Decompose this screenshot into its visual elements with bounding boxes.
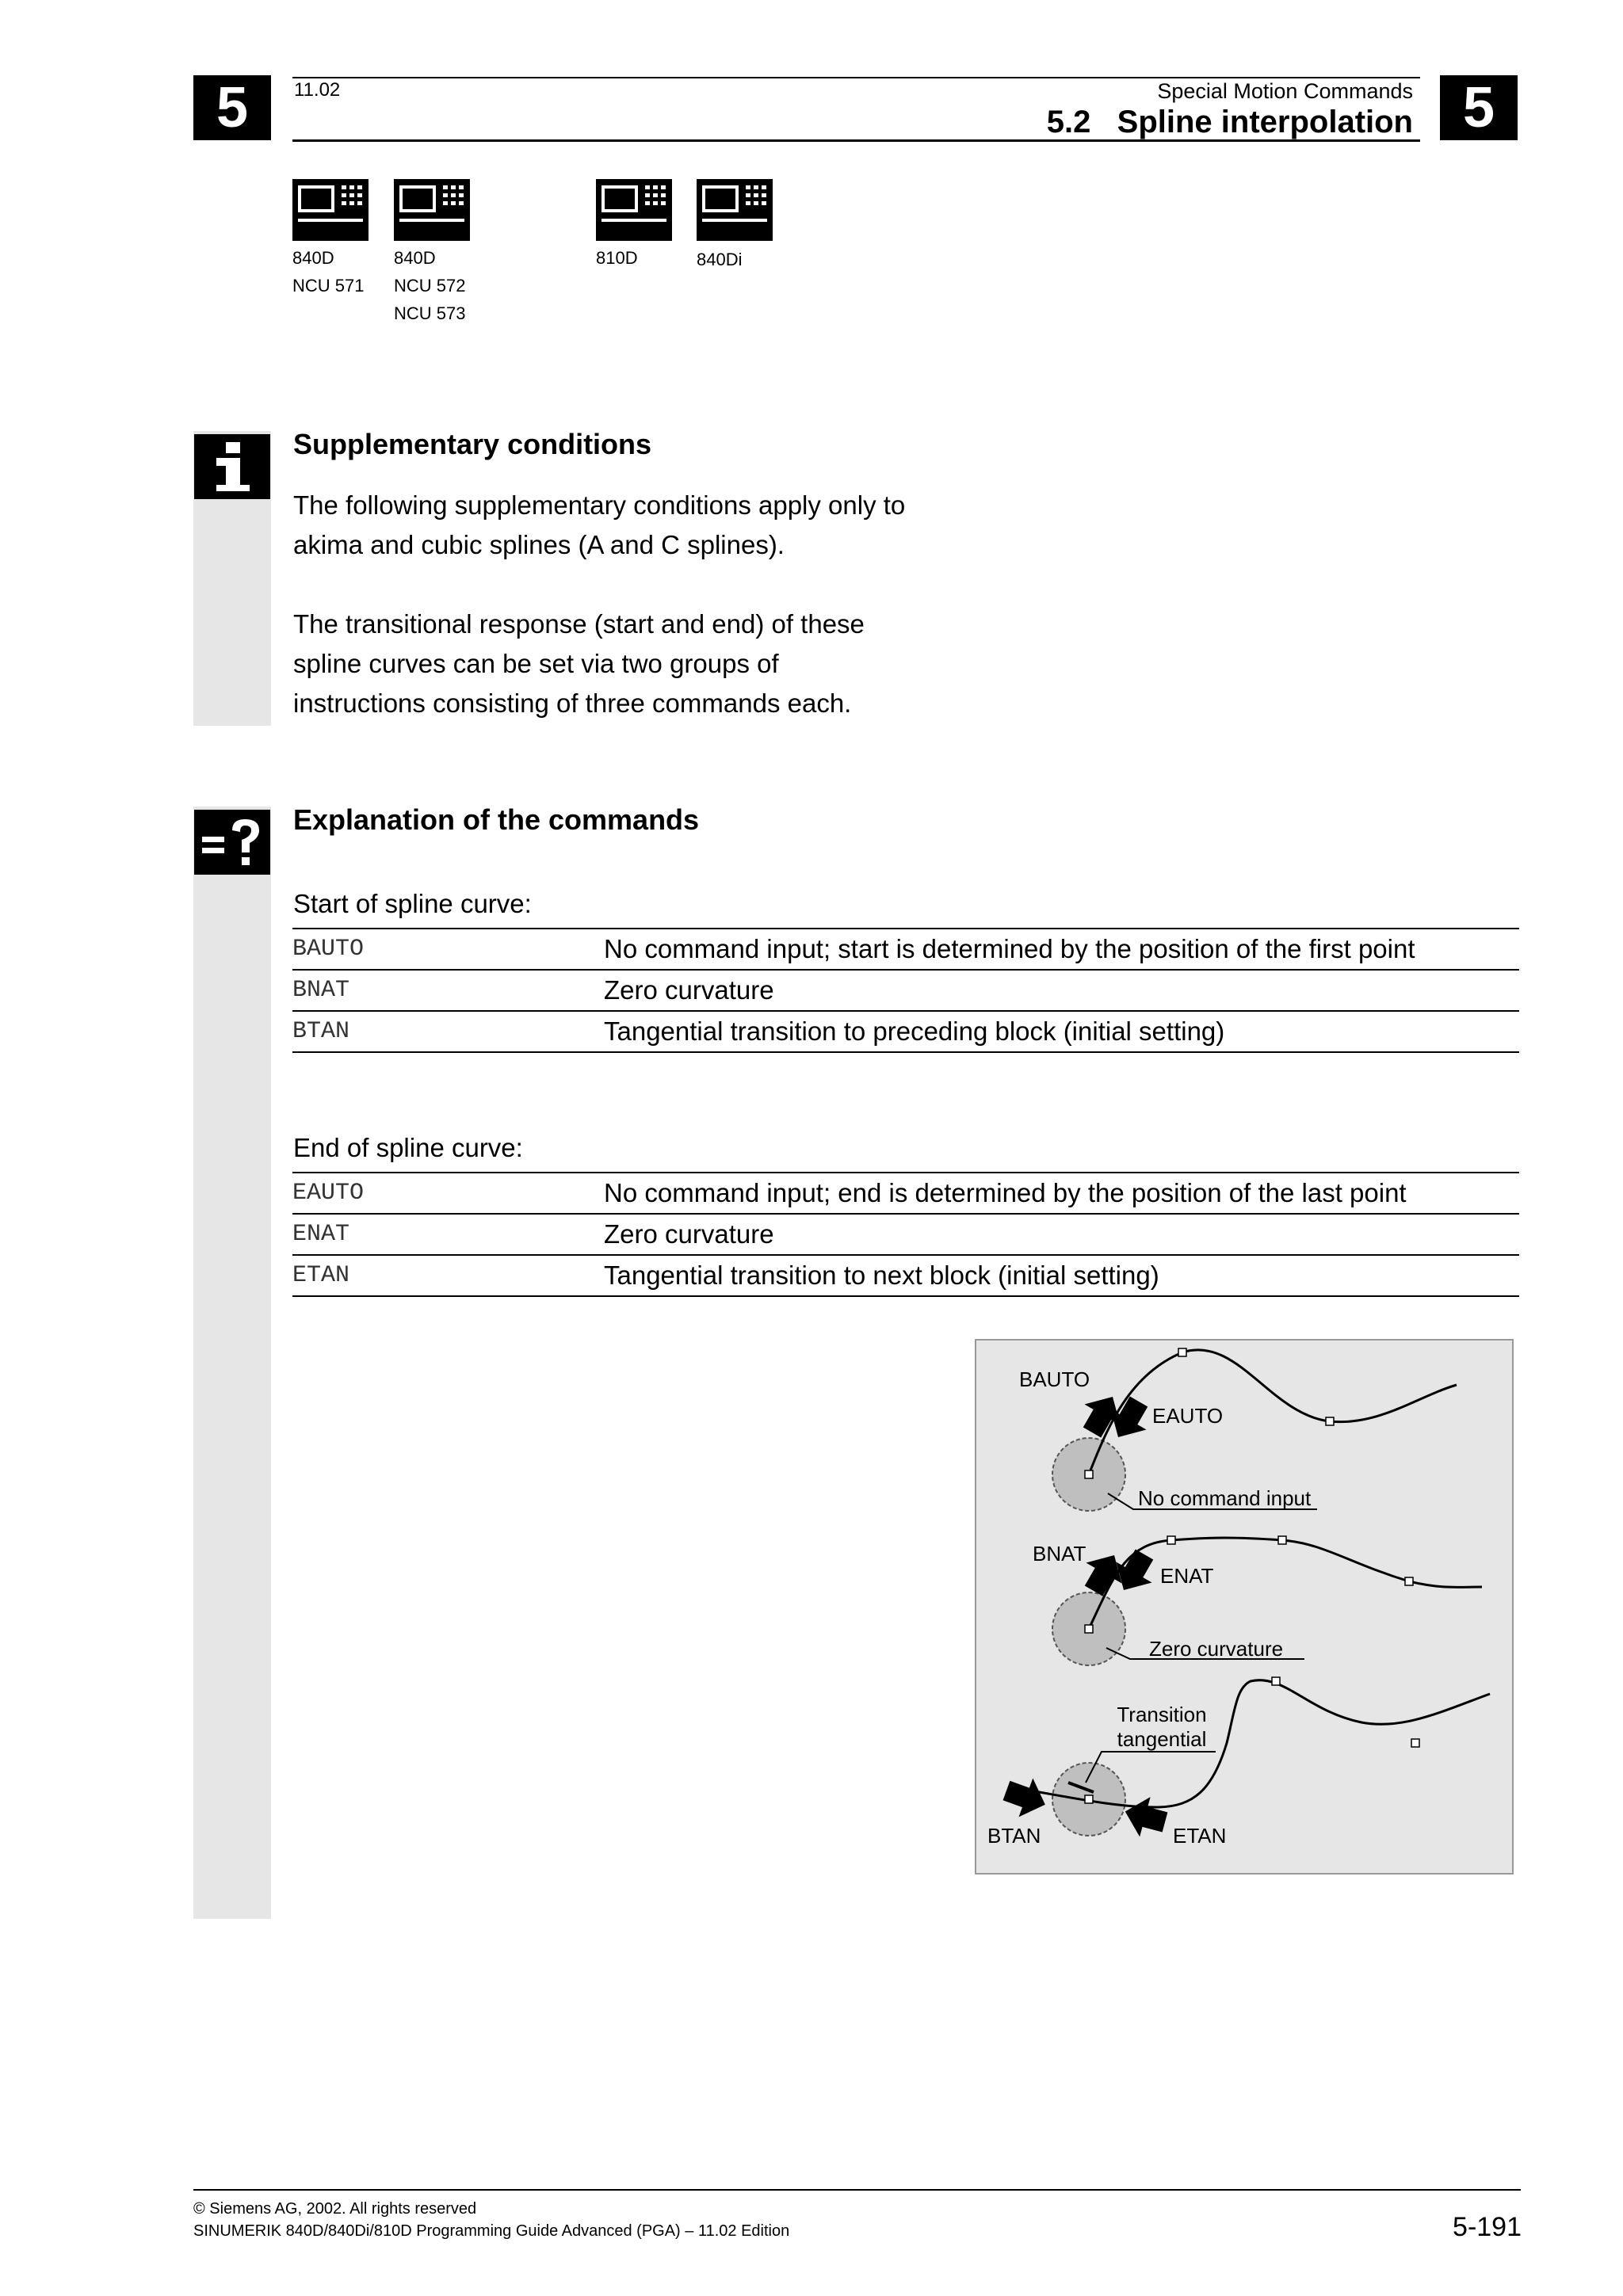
control-label-840di (697, 246, 742, 273)
end-commands-table (292, 1172, 1519, 1297)
command-code: ETAN (292, 1255, 604, 1296)
text-line: The transitional response (start and end) of these (293, 609, 865, 639)
point-marker (1326, 1417, 1334, 1425)
supplementary-heading: Supplementary conditions (293, 428, 652, 460)
info-icon (194, 434, 270, 499)
section-title: 5.2 Spline interpolation (1046, 105, 1413, 139)
command-code: BTAN (292, 1011, 604, 1052)
control-panel-icon-840di (697, 179, 773, 241)
start-commands-table (292, 928, 1519, 1053)
table-row (292, 1255, 1519, 1296)
point-marker (1272, 1677, 1280, 1685)
control-label-840d-572 (394, 244, 465, 327)
control-ncu: NCU 571 (292, 276, 365, 296)
control-ncu: NCU 572 (394, 276, 466, 296)
label-bnat: BNAT (1033, 1542, 1086, 1566)
command-description: Tangential transition to preceding block (initial setting) (604, 1011, 1519, 1052)
explanation-heading: Explanation of the commands (293, 803, 700, 836)
command-description: No command input; start is determined by the position of the first point (604, 929, 1519, 970)
control-panel-icon-840d-571 (292, 179, 369, 241)
control-label-840d-571 (292, 244, 364, 299)
point-marker (1085, 1470, 1093, 1478)
table-row (292, 970, 1519, 1011)
footer-rule (193, 2189, 1521, 2191)
label-enat: ENAT (1160, 1564, 1214, 1588)
point-marker (1411, 1739, 1419, 1747)
start-caption: Start of spline curve: (293, 889, 532, 918)
label-no-command-input: No command input (1138, 1486, 1312, 1510)
control-panel-icon-840d-572 (394, 179, 470, 241)
header-chapter-title: Special Motion Commands (1157, 79, 1413, 103)
spline-transition-diagram (975, 1339, 1514, 1875)
chapter-badge-right: 5 (1440, 75, 1518, 140)
supplementary-paragraph-2 (293, 605, 865, 723)
text-line: akima and cubic splines (A and C splines). (293, 530, 785, 559)
header-top-rule (292, 77, 1420, 78)
command-code: BAUTO (292, 929, 604, 970)
label-tangential: tangential (1117, 1727, 1207, 1751)
command-code: ENAT (292, 1214, 604, 1255)
table-row (292, 1173, 1519, 1214)
end-caption: End of spline curve: (293, 1133, 523, 1162)
point-marker (1405, 1577, 1413, 1585)
command-description: Zero curvature (604, 970, 1519, 1011)
command-description: Tangential transition to next block (initial setting) (604, 1255, 1519, 1296)
control-label-810d (596, 244, 638, 272)
text-line: spline curves can be set via two groups of (293, 649, 779, 678)
point-marker (1085, 1795, 1093, 1803)
point-marker (1178, 1348, 1186, 1356)
control-model: 840D (292, 248, 334, 268)
text-line: The following supplementary conditions apply only to (293, 490, 906, 520)
table-row (292, 929, 1519, 970)
header-date: 11.02 (294, 79, 341, 101)
header-bottom-rule (292, 139, 1420, 142)
point-marker (1167, 1536, 1175, 1544)
label-etan: ETAN (1173, 1824, 1227, 1848)
footer-copyright: © Siemens AG, 2002. All rights reserved (193, 2200, 477, 2218)
control-model: 840Di (697, 250, 743, 269)
label-eauto: EAUTO (1152, 1404, 1224, 1428)
command-code: EAUTO (292, 1173, 604, 1214)
point-marker (1278, 1536, 1286, 1544)
footer-info (193, 2198, 789, 2242)
table-row (292, 1214, 1519, 1255)
control-model: 840D (394, 248, 436, 268)
page-number: 5-191 (1453, 2212, 1522, 2242)
label-zero-curvature: Zero curvature (1149, 1637, 1284, 1661)
command-code: BNAT (292, 970, 604, 1011)
label-btan: BTAN (987, 1824, 1041, 1848)
control-model: 810D (596, 248, 638, 268)
table-row (292, 1011, 1519, 1052)
text-line: instructions consisting of three commands each. (293, 688, 852, 718)
point-marker (1085, 1625, 1093, 1633)
footer-doc-title: SINUMERIK 840D/840Di/810D Programming Guide Advanced (PGA) – 11.02 Edition (193, 2222, 790, 2240)
command-description: Zero curvature (604, 1214, 1519, 1255)
control-ncu: NCU 573 (394, 303, 466, 323)
label-bauto: BAUTO (1019, 1367, 1090, 1391)
label-transition: Transition (1117, 1703, 1207, 1726)
sidebar-explanation (193, 807, 271, 1919)
supplementary-paragraph-1 (293, 486, 905, 565)
question-icon (194, 810, 270, 875)
command-description: No command input; end is determined by the position of the last point (604, 1173, 1519, 1214)
chapter-badge-left: 5 (193, 75, 271, 140)
control-panel-icon-810d (596, 179, 672, 241)
